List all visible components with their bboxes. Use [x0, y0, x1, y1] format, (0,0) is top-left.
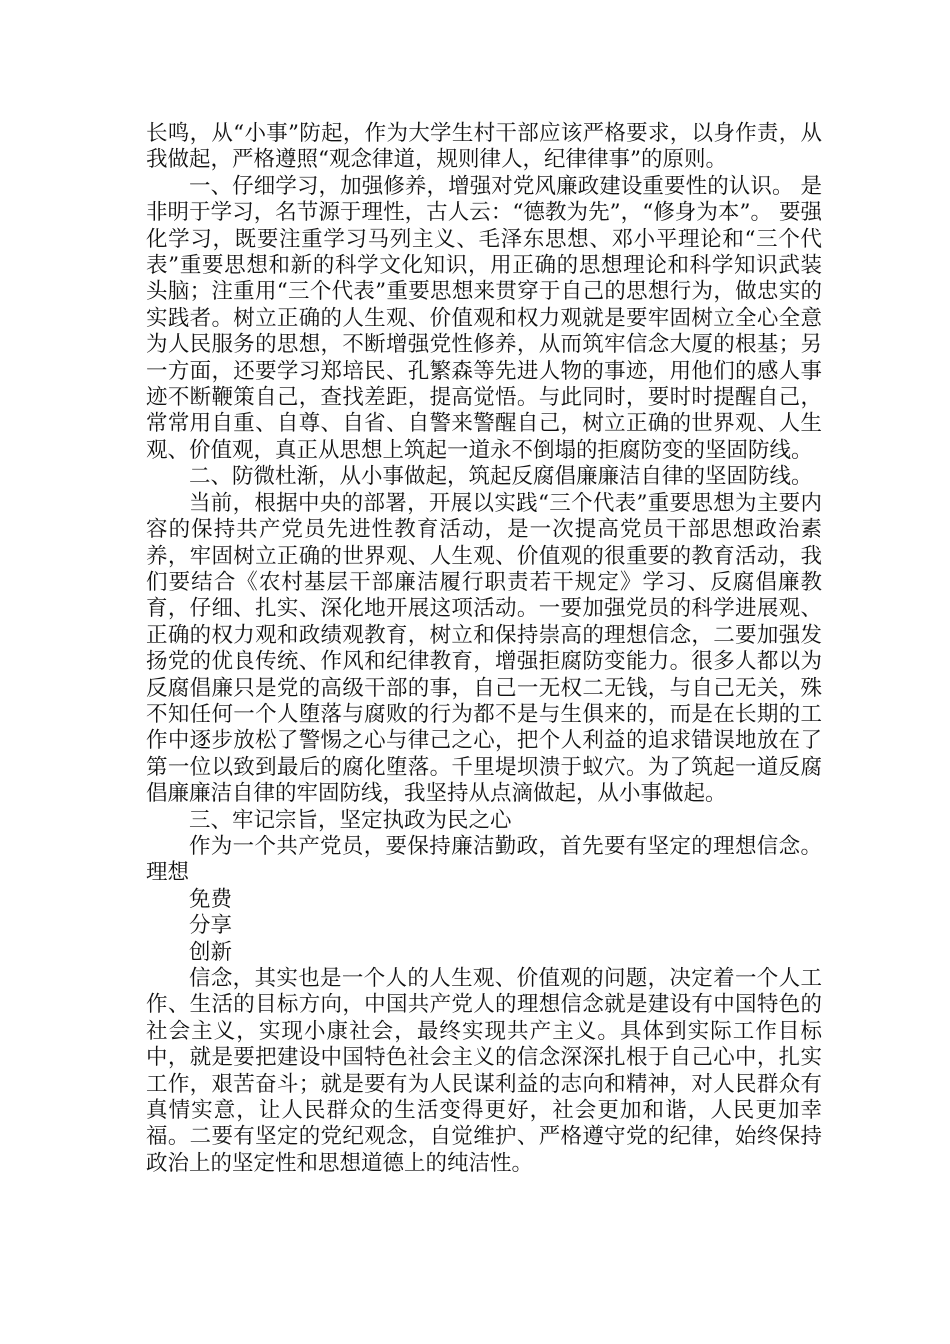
- watermark-line-free: 免费: [189, 886, 233, 912]
- watermark-line-share: 分享: [189, 913, 233, 939]
- section-one-paragraph: 一、仔细学习，加强修养，增强对党风廉政建设重要性的认识。 是非明于学习，名节源于理性，古人云：“德教为先”，“修身为本”。 要强化学习，既要注重学习马列主义、毛泽东思想、邓小平理论和“三个代表”重要思想和新的科学文化知识，用正确的思想理论和科学知识武装头脑；注重用“三个代表”重要思想来贯穿于自己的思想行为，做忠实的实践者。树立正确的人生观、价值观和权力观就是要牢固树立全心全意为人民服务的思想，不断增强党性修养，从而筑牢信念大厦的根基；另一方面，还要学习郑培民、孔繁森等先进人物的事迹，用他们的感人事迹不断鞭策自己，查找差距，提高觉悟。与此同时，要时时提醒自己，常常用自重、自尊、自省、自警来警醒自己，树立正确的世界观、人生观、价值观，真正从思想上筑起一道永不倒塌的拒腐防变的坚固防线。: [146, 173, 822, 463]
- document-body: [146, 121, 822, 1177]
- section-three-heading: 三、牢记宗旨，坚定执政为民之心: [189, 807, 512, 833]
- section-three-paragraph: 信念，其实也是一个人的人生观、价值观的问题，决定着一个人工作、生活的目标方向，中国共产党人的理想信念就是建设有中国特色的社会主义，实现小康社会，最终实现共产主义。具体到实际工作目标中，就是要把建设中国特色社会主义的信念深深扎根于自己心中，扎实工作，艰苦奋斗；就是要有为人民谋利益的志向和精神，对人民群众有真情实意，让人民群众的生活变得更好，社会更加和谐，人民更加幸福。二要有坚定的党纪观念，自觉维护、严格遵守党的纪律，始终保持政治上的坚定性和思想道德上的纯洁性。: [146, 966, 822, 1176]
- section-two-paragraph: 当前，根据中央的部署，开展以实践“三个代表”重要思想为主要内容的保持共产党员先进性教育活动，是一次提高党员干部思想政治素养，牢固树立正确的世界观、人生观、价值观的很重要的教育活动，我们要结合《农村基层干部廉洁履行职责若干规定》学习、反腐倡廉教育，仔细、扎实、深化地开展这项活动。一要加强党员的科学进展观、正确的权力观和政绩观教育，树立和保持崇高的理想信念，二要加强发扬党的优良传统、作风和纪律教育，增强拒腐防变能力。很多人都以为反腐倡廉只是党的高级干部的事，自己一无权二无钱，与自己无关，殊不知任何一个人堕落与腐败的行为都不是与生俱来的，而是在长期的工作中逐步放松了警惕之心与律己之心，把个人利益的追求错误地放在了第一位以致到最后的腐化堕落。千里堤坝溃于蚁穴。为了筑起一道反腐倡廉廉洁自律的牢固防线，我坚持从点滴做起，从小事做起。: [146, 490, 822, 807]
- section-two-heading: 二、防微杜渐，从小事做起，筑起反腐倡廉廉洁自律的坚固防线。: [189, 464, 813, 490]
- watermark-line-innovate: 创新: [189, 939, 233, 965]
- section-three-intro: 作为一个共产党员，要保持廉洁勤政，首先要有坚定的理想信念。理想: [146, 833, 822, 886]
- paragraph-continuation: 长鸣，从“小事”防起，作为大学生村干部应该严格要求，以身作责，从我做起，严格遵照“观念律道，规则律人，纪律律事”的原则。: [146, 121, 822, 173]
